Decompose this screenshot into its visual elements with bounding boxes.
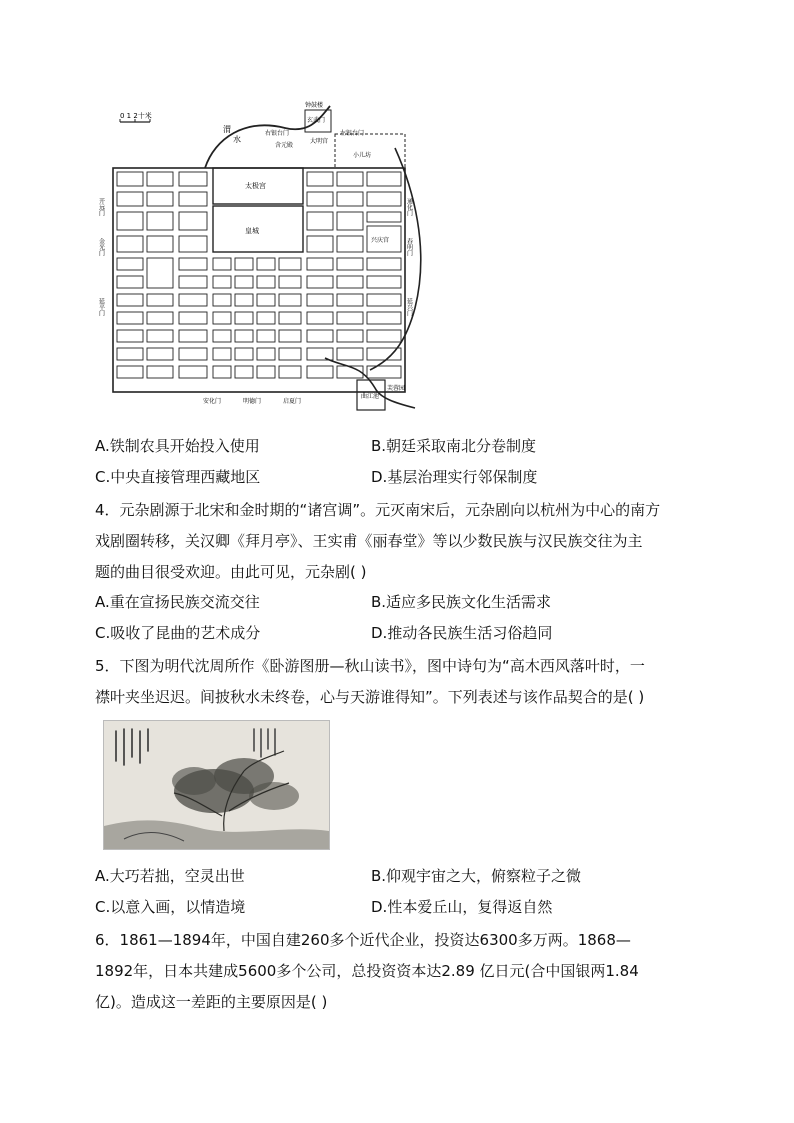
gate-label: 通化门 [405,198,413,216]
q4-line: 4．元杂剧源于北宋和金时期的“诸宫调”。元灭南宋后，元杂剧向以杭州为中心的南方 [95,501,661,519]
q4-line: 题的曲目很受欢迎。由此可见，元杂剧( ) [95,563,367,581]
gate-label: 玄武门 [307,117,326,124]
painting-svg [104,721,329,849]
daming-palace-outline [335,134,405,168]
q5-option-a[interactable]: A.大巧若拙，空灵出世 [95,867,245,885]
gate-label: 安化门 [203,398,222,405]
gate-label: 延平门 [97,298,105,316]
q4-line: 戏剧圈转移，关汉卿《拜月亭》、王实甫《丽春堂》等以少数民族与汉民族交往为主 [95,532,643,550]
q4-option-a[interactable]: A.重在宣扬民族交流交往 [95,593,260,611]
gate-label: 开远门 [97,198,105,216]
gate-label: 含元殿 [275,142,294,149]
imperial-city-label: 皇城 [245,227,259,235]
ward-grid-central [213,258,301,378]
garden-label: 芙蓉园 [387,385,406,392]
gate-label: 启夏门 [283,398,302,405]
river-label: 渭 [223,125,231,134]
city-map-svg [95,98,435,416]
gate-label: 钟鼓楼 [305,102,324,109]
q5-stem [95,651,700,713]
ward-grid-west [117,172,207,378]
gate-label: 左银台门 [340,130,365,137]
q6-line: 1892年，日本共建成5600多个公司，总投资资本达2.89 亿日元(合中国银两1.84 [95,962,639,980]
q4-option-b[interactable]: B.适应多民族文化生活需求 [371,593,552,611]
q4-option-d[interactable]: D.推动各民族生活习俗趋同 [371,624,553,642]
map-scale-label: 0 1 2十米 [120,112,152,120]
wei-river [205,106,330,168]
gate-label: 延兴门 [405,298,413,316]
changan-city-map [95,98,435,416]
q6-line: 亿)。造成这一差距的主要原因是( ) [95,993,328,1011]
gate-label: 金光门 [97,238,105,256]
gate-label: 明德门 [243,398,262,405]
river-label: 水 [233,135,241,144]
q3-option-b[interactable]: B.朝廷采取南北分卷制度 [371,437,537,455]
gate-label: 大明宫 [310,138,329,145]
autumn-mountain-reading-painting [103,720,330,850]
q5-option-b[interactable]: B.仰观宇宙之大，俯察粒子之微 [371,867,582,885]
q6-stem [95,925,700,1018]
q5-option-d[interactable]: D.性本爱丘山，复得返自然 [371,898,553,916]
east-canal [370,148,421,370]
qujiang-canal [325,358,415,408]
pond-label: 曲江池 [361,393,380,400]
q3-option-d[interactable]: D.基层治理实行邻保制度 [371,468,538,486]
q5-option-c[interactable]: C.以意入画，以情造境 [95,898,246,916]
palace-label: 兴庆宫 [371,237,390,244]
q3-option-a[interactable]: A.铁制农具开始投入使用 [95,437,260,455]
ward-grid-east [307,172,401,378]
gate-label: 右银台门 [265,130,290,137]
q4-option-c[interactable]: C.吸收了昆曲的艺术成分 [95,624,261,642]
q5-line: 5．下图为明代沈周所作《卧游图册—秋山读书》，图中诗句为“高木西风落叶时，一 [95,657,645,675]
gate-label: 春明门 [405,238,413,256]
q3-option-c[interactable]: C.中央直接管理西藏地区 [95,468,261,486]
q5-line: 襟叶夹坐迟迟。间披秋水未终卷，心与天游谁得知”。下列表述与该作品契合的是( ) [95,688,645,706]
q6-line: 6．1861—1894年，中国自建260多个近代企业，投资达6300多万两。1868— [95,931,631,949]
palace-label: 太极宫 [245,182,266,190]
q4-stem [95,495,700,588]
city-wall [113,168,405,392]
gate-label: 小儿坊 [353,152,372,159]
